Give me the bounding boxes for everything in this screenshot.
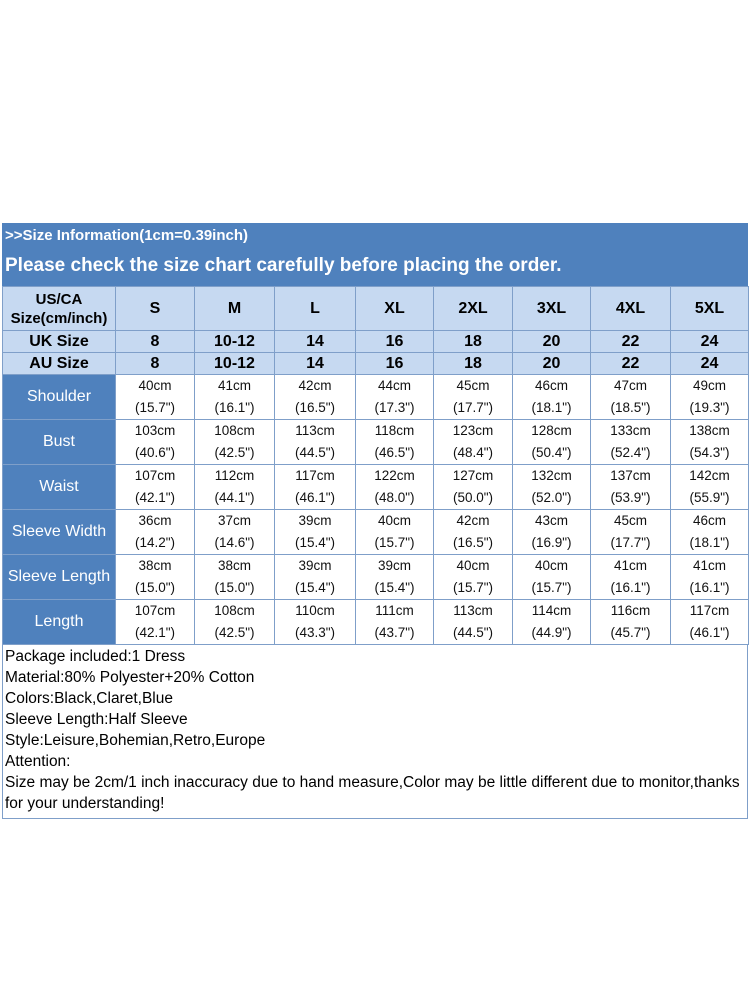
measurement-cell (671, 420, 749, 465)
measurement-cell (591, 465, 671, 510)
measurement-inch: (16.9") (531, 535, 572, 550)
au-size-value: 10-12 (195, 353, 275, 375)
measurement-cm: 137cm (610, 468, 651, 483)
measurement-cell (275, 420, 356, 465)
measurement-inch: (52.4") (610, 445, 651, 460)
measurement-cell (434, 510, 513, 555)
measurement-cell (513, 465, 591, 510)
measurement-inch: (15.7") (531, 580, 572, 595)
size-col-2xl: 2XL (434, 287, 513, 331)
measurement-cm: 40cm (456, 558, 490, 573)
measurement-cell (116, 600, 195, 645)
measurement-cell (356, 555, 434, 600)
measurement-cell (195, 375, 275, 420)
measurement-inch: (14.2") (134, 535, 176, 550)
measurement-cell (434, 465, 513, 510)
measurement-cm: 49cm (692, 378, 726, 393)
measurement-cell (671, 465, 749, 510)
measurement-inch: (46.1") (689, 625, 730, 640)
measurement-cm: 37cm (217, 513, 251, 528)
note-style: Style:Leisure,Bohemian,Retro,Europe (5, 732, 266, 749)
measurement-cell (434, 420, 513, 465)
measurement-cell (356, 510, 434, 555)
au-size-value: 16 (356, 353, 434, 375)
measurement-cm: 40cm (138, 378, 172, 393)
measurement-inch: (15.4") (294, 535, 336, 550)
au-size-value: 18 (434, 353, 513, 375)
measurement-inch: (44.5") (452, 625, 494, 640)
note-attention-text: Size may be 2cm/1 inch inaccuracy due to hand measure,Color may be little different due to monitor,thanks for your understanding! (5, 774, 740, 812)
measurement-inch: (16.1") (610, 580, 651, 595)
uk-size-value: 8 (116, 331, 195, 353)
measurement-cm: 108cm (214, 423, 255, 438)
size-col-3xl: 3XL (513, 287, 591, 331)
measurement-cell (356, 465, 434, 510)
measurement-cell (195, 510, 275, 555)
measurement-cm: 40cm (534, 558, 568, 573)
corner-size-unit: Size(cm/inch) (10, 309, 108, 327)
measurement-cm: 122cm (374, 468, 415, 483)
measurement-cm: 117cm (295, 468, 335, 483)
measurement-cm: 41cm (692, 558, 726, 573)
measurement-cm: 123cm (452, 423, 494, 438)
measurement-inch: (52.0") (531, 490, 572, 505)
uk-size-value: 18 (434, 331, 513, 353)
measurement-cm: 132cm (531, 468, 572, 483)
measurement-inch: (43.3") (294, 625, 336, 640)
au-size-value: 14 (275, 353, 356, 375)
au-size-value: 22 (591, 353, 671, 375)
size-info-banner (2, 223, 748, 286)
measurement-row-waist (3, 465, 749, 510)
measurement-cm: 113cm (453, 603, 493, 618)
measurement-cell (671, 375, 749, 420)
measurement-inch: (44.9") (531, 625, 572, 640)
measurement-inch: (15.7") (134, 400, 176, 415)
measurement-cm: 111cm (375, 603, 414, 618)
measurement-cell (195, 555, 275, 600)
size-col-4xl: 4XL (591, 287, 671, 331)
size-table (2, 286, 749, 645)
measurement-cell (434, 600, 513, 645)
measurement-inch: (17.7") (452, 400, 494, 415)
measurement-inch: (15.7") (374, 535, 415, 550)
measurement-cell (195, 600, 275, 645)
measurement-cm: 42cm (298, 378, 332, 393)
measurement-inch: (15.7") (452, 580, 494, 595)
measurement-cm: 107cm (134, 468, 176, 483)
measurement-cell (671, 510, 749, 555)
measurement-cm: 128cm (531, 423, 572, 438)
measurement-inch: (17.3") (374, 400, 415, 415)
uk-size-row (3, 331, 749, 353)
measurement-cm: 116cm (610, 603, 651, 618)
measurement-cell (513, 375, 591, 420)
measurement-label: Waist (3, 465, 116, 510)
measurement-label: Length (3, 600, 116, 645)
measurement-label: Sleeve Length (3, 555, 116, 600)
measurement-cm: 40cm (377, 513, 411, 528)
measurement-inch: (45.7") (610, 625, 651, 640)
measurement-cell (591, 375, 671, 420)
measurement-inch: (46.5") (374, 445, 415, 460)
measurement-row-sleeve-length (3, 555, 749, 600)
measurement-cell (116, 555, 195, 600)
measurement-cell (591, 510, 671, 555)
measurement-label: Shoulder (3, 375, 116, 420)
measurement-cell (434, 555, 513, 600)
measurement-cm: 43cm (534, 513, 568, 528)
measurement-inch: (18.5") (610, 400, 651, 415)
measurement-cm: 127cm (452, 468, 494, 483)
measurement-cm: 45cm (456, 378, 490, 393)
measurement-cm: 39cm (298, 558, 332, 573)
measurement-cell (356, 420, 434, 465)
measurement-cm: 38cm (217, 558, 251, 573)
measurement-inch: (48.4") (452, 445, 494, 460)
measurement-cell (116, 465, 195, 510)
measurement-cm: 118cm (374, 423, 415, 438)
measurement-cell (275, 600, 356, 645)
measurement-inch: (50.4") (531, 445, 572, 460)
uk-size-value: 16 (356, 331, 434, 353)
measurement-cell (671, 555, 749, 600)
measurement-row-bust (3, 420, 749, 465)
measurement-cm: 138cm (689, 423, 730, 438)
measurement-cell (275, 375, 356, 420)
measurement-cm: 47cm (613, 378, 647, 393)
size-corner-cell (3, 287, 116, 331)
measurement-cell (513, 420, 591, 465)
measurement-inch: (15.4") (294, 580, 336, 595)
measurement-cell (195, 420, 275, 465)
size-col-l: L (275, 287, 356, 331)
measurement-cm: 39cm (298, 513, 332, 528)
measurement-cm: 110cm (295, 603, 335, 618)
measurement-inch: (18.1") (689, 535, 730, 550)
measurement-cell (591, 600, 671, 645)
size-info-title: >>Size Information(1cm=0.39inch) (5, 227, 248, 244)
size-header-row (3, 287, 749, 331)
corner-us-ca: US/CA (35, 290, 83, 308)
note-material: Material:80% Polyester+20% Cotton (5, 669, 255, 686)
size-chart-sheet (2, 223, 748, 819)
measurement-cm: 46cm (692, 513, 726, 528)
measurement-label: Bust (3, 420, 116, 465)
uk-size-value: 22 (591, 331, 671, 353)
measurement-row-sleeve-width (3, 510, 749, 555)
measurement-cm: 107cm (134, 603, 176, 618)
product-notes (2, 645, 748, 819)
measurement-inch: (46.1") (294, 490, 336, 505)
measurement-cm: 114cm (531, 603, 572, 618)
uk-size-value: 24 (671, 331, 749, 353)
measurement-inch: (54.3") (689, 445, 730, 460)
note-attention-label: Attention: (5, 753, 71, 770)
measurement-cell (356, 375, 434, 420)
au-size-row (3, 353, 749, 375)
size-col-5xl: 5XL (671, 287, 749, 331)
measurement-inch: (14.6") (214, 535, 255, 550)
measurement-cm: 38cm (138, 558, 172, 573)
uk-size-value: 10-12 (195, 331, 275, 353)
measurement-cm: 117cm (689, 603, 730, 618)
measurement-label: Sleeve Width (3, 510, 116, 555)
measurement-cm: 41cm (613, 558, 647, 573)
measurement-inch: (18.1") (531, 400, 572, 415)
measurement-inch: (16.5") (452, 535, 494, 550)
measurement-inch: (17.7") (610, 535, 651, 550)
au-size-value: 8 (116, 353, 195, 375)
size-check-notice: Please check the size chart carefully before placing the order. (5, 255, 562, 276)
note-package: Package included:1 Dress (5, 648, 186, 665)
measurement-row-length (3, 600, 749, 645)
note-colors: Colors:Black,Claret,Blue (5, 690, 173, 707)
measurement-cm: 103cm (134, 423, 176, 438)
measurement-cell (671, 600, 749, 645)
uk-size-label: UK Size (3, 331, 116, 353)
measurement-inch: (42.5") (214, 625, 255, 640)
measurement-inch: (44.5") (294, 445, 336, 460)
measurement-cell (275, 465, 356, 510)
measurement-cell (434, 375, 513, 420)
size-col-m: M (195, 287, 275, 331)
measurement-inch: (15.0") (214, 580, 255, 595)
measurement-inch: (48.0") (374, 490, 415, 505)
measurement-cm: 108cm (214, 603, 255, 618)
measurement-row-shoulder (3, 375, 749, 420)
measurement-cell (195, 465, 275, 510)
au-size-value: 20 (513, 353, 591, 375)
measurement-inch: (15.0") (134, 580, 176, 595)
measurement-cm: 133cm (610, 423, 651, 438)
au-size-value: 24 (671, 353, 749, 375)
measurement-cm: 44cm (377, 378, 411, 393)
measurement-cm: 142cm (689, 468, 730, 483)
measurement-cell (591, 555, 671, 600)
measurement-inch: (50.0") (452, 490, 494, 505)
measurement-inch: (16.1") (689, 580, 730, 595)
measurement-cell (513, 555, 591, 600)
size-col-s: S (116, 287, 195, 331)
measurement-cell (116, 510, 195, 555)
measurement-inch: (53.9") (610, 490, 651, 505)
measurement-inch: (42.1") (134, 625, 176, 640)
measurement-inch: (15.4") (374, 580, 415, 595)
measurement-inch: (19.3") (689, 400, 730, 415)
measurement-cell (275, 555, 356, 600)
measurement-cm: 46cm (534, 378, 568, 393)
measurement-inch: (43.7") (374, 625, 415, 640)
note-sleeve-length: Sleeve Length:Half Sleeve (5, 711, 188, 728)
uk-size-value: 14 (275, 331, 356, 353)
measurement-cm: 36cm (138, 513, 172, 528)
measurement-cell (513, 510, 591, 555)
measurement-inch: (42.5") (214, 445, 255, 460)
measurement-inch: (55.9") (689, 490, 730, 505)
uk-size-value: 20 (513, 331, 591, 353)
measurement-cell (591, 420, 671, 465)
size-col-xl: XL (356, 287, 434, 331)
measurement-cm: 39cm (377, 558, 411, 573)
measurement-inch: (16.1") (214, 400, 255, 415)
measurement-inch: (44.1") (214, 490, 255, 505)
measurement-cell (356, 600, 434, 645)
measurement-inch: (40.6") (134, 445, 176, 460)
measurement-cell (116, 375, 195, 420)
measurement-inch: (16.5") (294, 400, 336, 415)
au-size-label: AU Size (3, 353, 116, 375)
measurement-cm: 45cm (613, 513, 647, 528)
measurement-cell (116, 420, 195, 465)
measurement-cell (275, 510, 356, 555)
measurement-cm: 41cm (217, 378, 251, 393)
measurement-cm: 112cm (214, 468, 255, 483)
measurement-cell (513, 600, 591, 645)
measurement-inch: (42.1") (134, 490, 176, 505)
measurement-cm: 113cm (295, 423, 335, 438)
measurement-cm: 42cm (456, 513, 490, 528)
